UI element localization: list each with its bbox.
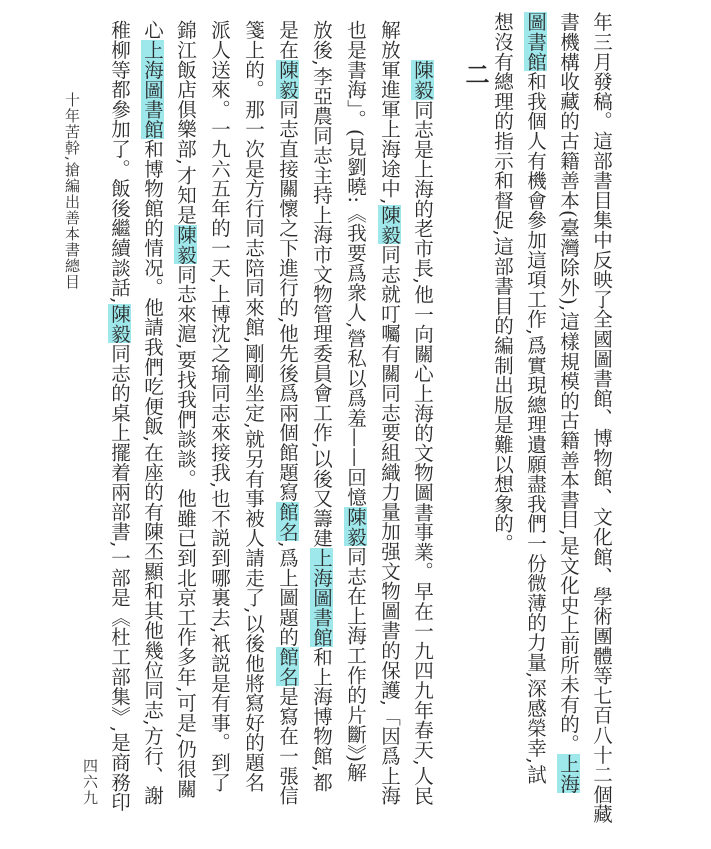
text-segment: 是寫在一張信 xyxy=(276,686,299,806)
text-segment: 想沒有總理的指示和督促,這部書目的編制出版是難以想象的。 xyxy=(491,12,514,554)
text-segment: 同志的桌上擺着兩部書,一部是《杜工部集》,是商務印 xyxy=(108,343,131,812)
text-segment: 書機構收藏的古籍善本(臺灣除外),這樣規模的古籍善本書目,是文化史上前所未有的。 xyxy=(557,12,580,754)
highlighted-term: 陳毅 xyxy=(276,59,299,100)
highlighted-term: 陳毅 xyxy=(108,303,131,344)
text-column xyxy=(272,20,302,805)
text-segment: 同志在上海工作的片斷》)解 xyxy=(344,546,367,783)
text-segment: 心 xyxy=(141,20,164,40)
text-column xyxy=(137,20,167,805)
text-column xyxy=(170,20,200,798)
text-segment: 和上海博物館,都 xyxy=(310,646,333,792)
text-segment: 同志來滬,要找我們談談。他雖已到北京工作多年,可是,仍很關 xyxy=(174,264,197,799)
highlighted-term: 陳毅 xyxy=(378,204,401,245)
text-segment: 同志就叮囑有關同志要組織力量加强文物圖書的保護,「因爲上海 xyxy=(378,244,401,806)
text-column xyxy=(553,12,583,793)
text-segment: 和我個人有機會參加這項工作,爲實現總理遺願盡我們一份微薄的力量,深感榮幸,試 xyxy=(524,71,547,784)
text-column xyxy=(340,20,370,782)
text-segment: 和博物館的情况。他請我們吃便飯,在座的有陳丕顯和其他幾位同志,方行、謝 xyxy=(141,138,164,806)
highlighted-term: 陳毅 xyxy=(174,224,197,265)
highlighted-term: 上海 xyxy=(557,753,580,794)
text-column xyxy=(586,12,616,824)
running-title: 十年苦幹,搶編出善本書總目 xyxy=(63,92,81,290)
text-segment: 稚柳等都參加了。飯後繼續談話, xyxy=(108,20,131,304)
text-segment: ,爲上圖題的 xyxy=(276,541,299,647)
highlighted-term: 陳毅 xyxy=(344,506,367,547)
text-segment: 同志是上海的老市長,他一向關心上海的文物圖書事業。早在一九四九年春天,人民 xyxy=(411,99,434,806)
page-number: 四六九 xyxy=(81,758,99,806)
text-segment: 放後,李亞農同志主持上海市文物管理委員會工作,以後又籌建 xyxy=(310,20,333,548)
text-segment: 解放軍進軍上海途中, xyxy=(378,20,401,205)
text-segment: 年三月發稿。這部書目集中反映了全國圖書館、博物館、文化館、學術團體等七百八十二個藏 xyxy=(590,12,613,824)
text-column xyxy=(374,20,404,805)
text-column xyxy=(104,20,134,812)
text-column xyxy=(306,20,336,792)
text-segment: 同志直接關懷之下進行的,他先後爲兩個館題寫 xyxy=(276,99,299,502)
highlighted-term: 上海圖書館 xyxy=(310,547,333,647)
highlighted-term: 館名 xyxy=(276,501,299,542)
text-segment: 錦江飯店俱樂部,才知是 xyxy=(174,20,197,225)
highlighted-term: 館名 xyxy=(276,646,299,687)
text-segment: 派人送來。一九六五年的一天,上博沈之瑜同志來接我,也不説到哪裏去,衹説是有事。到了 xyxy=(208,20,231,792)
text-column xyxy=(520,12,550,784)
highlighted-term: 上海圖書館 xyxy=(141,39,164,139)
text-column xyxy=(238,20,268,792)
highlighted-term: 圖書館 xyxy=(524,12,547,72)
text-column xyxy=(204,20,234,792)
text-column xyxy=(487,12,517,553)
text-segment: 是在 xyxy=(276,20,299,60)
text-segment: 也是書海」。(見劉曉:《我要爲衆人,營私以爲羞——回憶 xyxy=(344,20,367,507)
section-heading: 二 xyxy=(461,62,490,86)
text-segment: 箋上的。那一次是方行同志陪同來館,剛剛坐定,就另有事被人請走了,以後他將寫好的題名 xyxy=(242,20,265,792)
highlighted-term: 陳毅 xyxy=(411,60,434,100)
text-column xyxy=(407,60,437,806)
